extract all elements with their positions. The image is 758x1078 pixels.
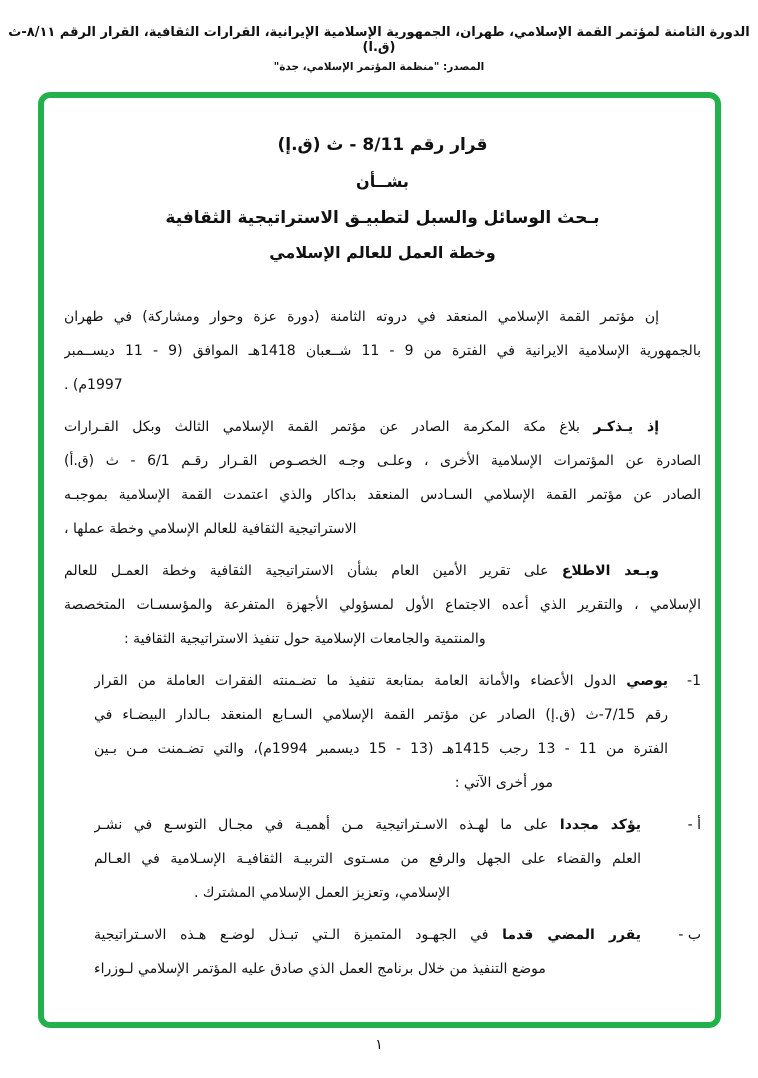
text-line: رقم 7/15-ث (ق.إ) الصادر عن مؤتمر القمة الإسلامي السـابع المنعقد بـالدار البيضـاء في bbox=[94, 707, 668, 723]
resolution-subject-line-2: وخطة العمل للعالم الإسلامي bbox=[269, 243, 496, 262]
clause-body bbox=[64, 808, 641, 910]
text-line: مور أخرى الآتي : bbox=[454, 775, 553, 791]
bold-lead: يوصي bbox=[626, 673, 668, 689]
text-line: إن مؤتمر القمة الإسلامي المنعقد في دروته الثامنة (دورة عزة وحوار ومشاركة) في طهران bbox=[64, 309, 659, 325]
text-line: بالجمهورية الإسلامية الايرانية في الفترة من 9 - 11 شــعبان 1418هـ الموافق (9 - 11 ديســمبر bbox=[64, 343, 701, 359]
text-line: يؤكد مجددا على ما لهـذه الاسـتراتيجية مـن أهميـة في مجـال التوسـع في نشـر bbox=[94, 817, 641, 833]
text-line: موضع التنفيذ من خلال برنامج العمل الذي صادق عليه المؤتمر الإسلامي لـوزراء bbox=[94, 961, 546, 977]
text-line: الإسلامي، وتعزيز العمل الإسلامي المشترك . bbox=[194, 885, 451, 901]
text-line: يوصي الدول الأعضاء والأمانة العامة بمتابعة تنفيذ ما تضـمنته الفقرات العاملة من القرار bbox=[94, 673, 668, 689]
text-line: الصادرة عن المؤتمرات الإسلامية الأخرى ، وعلـى وجـه الخصـوص القـرار رقـم 6/1 - ث (ق.أ) bbox=[64, 453, 701, 469]
text-line: الإسلامي ، والتقرير الذي أعده الاجتماع الأول لمسؤولي الأجهزة المتفرعة والمؤسسـات المتخصصة bbox=[64, 597, 701, 613]
clause-body bbox=[64, 664, 668, 800]
header-source-line: المصدر: "منظمة المؤتمر الإسلامي، جدة" bbox=[273, 61, 485, 73]
document-frame bbox=[38, 92, 721, 1028]
clause-a bbox=[64, 808, 701, 910]
bold-lead: يؤكد مجددا bbox=[559, 817, 641, 833]
bold-lead: يقرر المضي قدما bbox=[502, 927, 641, 943]
text-line: العلم والقضاء على الجهل والرفع من مسـتوى التربيـة الثقافيـة الإسـلامية في العـالم bbox=[94, 851, 641, 867]
preamble-paragraph-1 bbox=[64, 300, 701, 402]
resolution-regarding-line: بشــأن bbox=[356, 172, 409, 191]
resolution-number-line: قرار رقم 8/11 - ث (ق.إ) bbox=[277, 135, 488, 155]
bold-lead: وبـعد الاطلاع bbox=[561, 563, 659, 579]
text-line: الفترة من 11 - 13 رجب 1415هـ (13 - 15 ديسمبر 1994م)، والتي تضـمنت مـن بـين bbox=[94, 741, 668, 757]
bold-lead: إذ يـذكـر bbox=[593, 419, 659, 435]
text-line: والمنتمية والجامعات الإسلامية حول تنفيذ الاستراتيجية الثقافية : bbox=[124, 631, 486, 647]
clause-letter: ب - bbox=[678, 927, 701, 943]
clause-letter: أ - bbox=[687, 817, 701, 833]
text-line: وبـعد الاطلاع على تقرير الأمين العام بشأن الاستراتيجية الثقافية وخطة العمـل للعالم bbox=[64, 563, 659, 579]
preamble-paragraph-3 bbox=[64, 554, 701, 656]
preamble-paragraph-2 bbox=[64, 410, 701, 546]
text-line: الاستراتيجية الثقافية للعالم الإسلامي وخطة عملها ، bbox=[64, 521, 357, 537]
text-line: 1997م) . bbox=[64, 377, 123, 393]
text-line: إذ يـذكـر بلاغ مكة المكرمة الصادر عن مؤتمر القمة الإسلامي الثالث وبكل القـرارات bbox=[64, 419, 659, 435]
resolution-subject-line-1: بـحث الوسائل والسبل لتطبيـق الاستراتيجية الثقافية bbox=[165, 208, 600, 228]
clause-body bbox=[64, 918, 641, 986]
clause-number: 1- bbox=[687, 673, 701, 689]
text-line: الصادر عن مؤتمر القمة الإسلامي السـادس المنعقد بداكار والذي اعتمدت القمة الإسلامية بموجبـه bbox=[64, 487, 701, 503]
clause-b bbox=[64, 918, 701, 986]
text-line: يقرر المضي قدما في الجهـود المتميزة الـتي تبـذل لوضـع هـذه الاسـتراتيجية bbox=[94, 927, 641, 943]
clause-1 bbox=[64, 664, 701, 800]
page-number: ١ bbox=[375, 1037, 383, 1053]
resolution-title-block bbox=[64, 134, 701, 264]
header-citation-line: الدورة الثامنة لمؤتمر القمة الإسلامي، طهران، الجمهورية الإسلامية الإيرانية، القرارات الثقافية، القرار الرقم ٨/١١-ث (ق.ا) bbox=[8, 25, 750, 55]
